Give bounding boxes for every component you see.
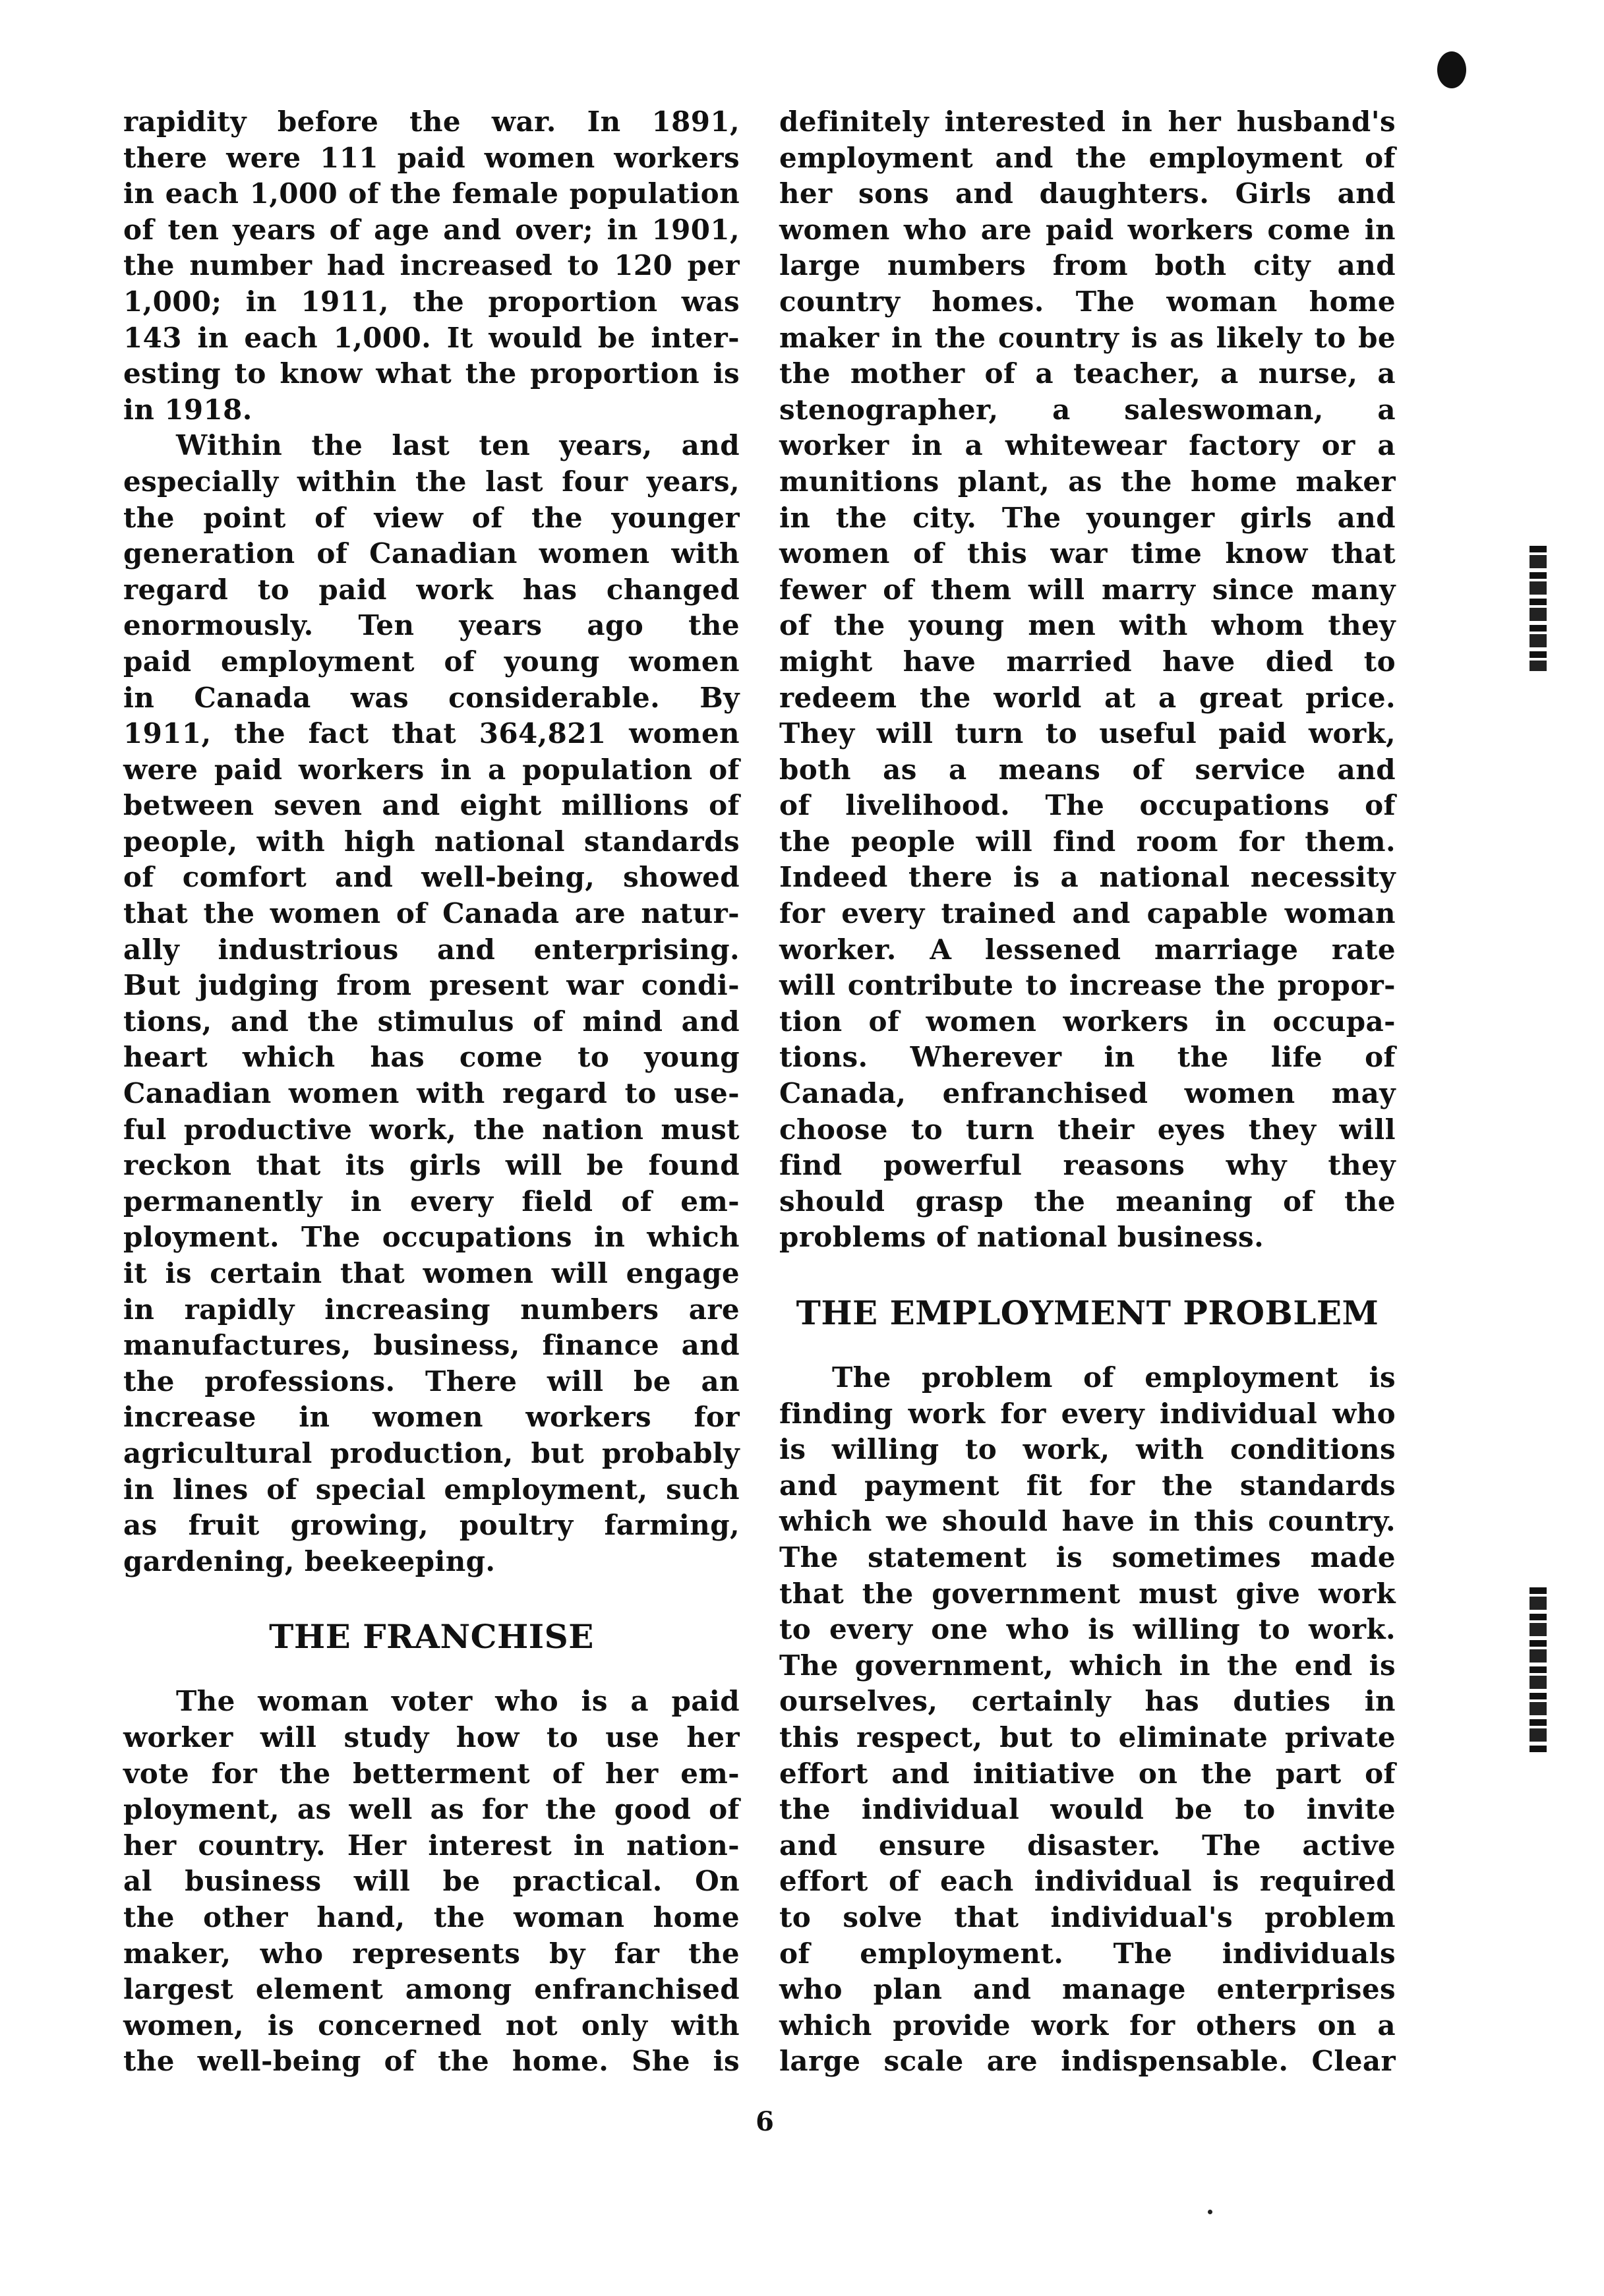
text-line: were paid workers in a population of (123, 753, 740, 786)
text-line: might have married have died to (779, 645, 1396, 678)
section-gap (123, 1579, 740, 1614)
employment-section-body (779, 1360, 1396, 2080)
text-line: manufactures, business, finance and (123, 1329, 740, 1362)
text-line: will contribute to increase the propor- (779, 969, 1396, 1002)
text-line: The statement is sometimes made (779, 1541, 1396, 1574)
text-line: The government, which in the end is (779, 1649, 1396, 1682)
scan-artifact-mark (1530, 1587, 1547, 1752)
text-line: enormously. Ten years ago the (123, 609, 740, 642)
text-line: rapidity before the war. In 1891, (123, 105, 740, 138)
text-line: generation of Canadian women with (123, 537, 740, 570)
text-line: finding work for every individual who (779, 1397, 1396, 1430)
section-gap (779, 1336, 1396, 1360)
text-line: redeem the world at a great price. (779, 681, 1396, 714)
page-number: 6 (756, 2106, 774, 2137)
text-line: gardening, beekeeping. (123, 1545, 496, 1577)
text-line: people, with high national standards (123, 825, 740, 858)
text-line: reckon that its girls will be found (123, 1149, 740, 1182)
text-line: who plan and manage enterprises (779, 1973, 1396, 2006)
text-line: 143 in each 1,000. It would be inter- (123, 321, 740, 354)
section-gap (123, 1660, 740, 1684)
text-line: tions. Wherever in the life of (779, 1041, 1396, 1074)
text-line: country homes. The woman home (779, 285, 1396, 318)
text-line: permanently in every field of em- (123, 1185, 740, 1218)
text-line: as fruit growing, poultry farming, (123, 1509, 740, 1542)
text-line: the individual would be to invite (779, 1793, 1396, 1826)
text-line: 1911, the fact that 364,821 women (123, 717, 740, 750)
text-line: worker. A lessened marriage rate (779, 933, 1396, 966)
text-line: The problem of employment is (832, 1361, 1396, 1394)
text-line: and ensure disaster. The active (779, 1829, 1396, 1862)
text-line: ployment, as well as for the good of (123, 1793, 740, 1826)
text-line: for every trained and capable woman (779, 897, 1396, 930)
text-line: it is certain that women will engage (123, 1257, 740, 1289)
text-line: stenographer, a saleswoman, a (779, 393, 1396, 426)
text-line: her sons and daughters. Girls and (779, 177, 1396, 210)
text-line: find powerful reasons why they (779, 1149, 1396, 1182)
left-column (123, 104, 740, 2080)
text-line: The woman voter who is a paid (176, 1685, 740, 1718)
text-line: of employment. The individuals (779, 1937, 1396, 1970)
text-line: women of this war time know that (779, 537, 1396, 570)
text-line: women, is concerned not only with (123, 2009, 740, 2042)
text-line: is willing to work, with conditions (779, 1433, 1396, 1466)
text-line: effort of each individual is required (779, 1865, 1396, 1898)
text-line: women who are paid workers come in (779, 213, 1396, 246)
text-line: large scale are indispensable. Clear (779, 2045, 1396, 2078)
text-line: employment and the employment of (779, 141, 1396, 174)
text-line: that the women of Canada are natur- (123, 897, 740, 930)
text-line: tions, and the stimulus of mind and (123, 1005, 740, 1038)
text-line: and payment fit for the standards (779, 1469, 1396, 1502)
text-line: in 1918. (123, 393, 252, 426)
text-line: in each 1,000 of the female population (123, 177, 740, 210)
text-line: choose to turn their eyes they will (779, 1113, 1396, 1146)
text-line: in lines of special employment, such (123, 1473, 740, 1506)
text-line: paid employment of young women (123, 645, 740, 678)
text-line: worker will study how to use her (123, 1721, 740, 1753)
text-line: ployment. The occupations in which (123, 1221, 740, 1254)
text-line: the point of view of the younger (123, 501, 740, 534)
text-line: the other hand, the woman home (123, 1900, 740, 1933)
text-line: increase in women workers for (123, 1401, 740, 1434)
text-line: of livelihood. The occupations of (779, 789, 1396, 822)
text-line: largest element among enfranchised (123, 1973, 740, 2006)
text-line: to every one who is willing to work. (779, 1613, 1396, 1646)
text-line: the mother of a teacher, a nurse, a (779, 357, 1396, 390)
left-column-body (123, 104, 740, 1579)
text-line: Canada, enfranchised women may (779, 1077, 1396, 1110)
text-line: the number had increased to 120 per (123, 249, 740, 282)
text-line: there were 111 paid women workers (123, 141, 740, 174)
text-line: the people will find room for them. (779, 825, 1396, 858)
text-line: should grasp the meaning of the (779, 1185, 1396, 1218)
text-line: in Canada was considerable. By (123, 681, 740, 714)
text-line: tion of women workers in occupa- (779, 1005, 1396, 1038)
text-line: both as a means of service and (779, 753, 1396, 786)
text-line: munitions plant, as the home maker (779, 465, 1396, 498)
text-line: her country. Her interest in nation- (123, 1829, 740, 1862)
text-line: al business will be practical. On (123, 1865, 740, 1898)
text-line: this respect, but to eliminate private (779, 1721, 1396, 1753)
text-line: especially within the last four years, (123, 465, 740, 498)
text-line: which provide work for others on a (779, 2009, 1396, 2042)
text-line: worker in a whitewear factory or a (779, 429, 1396, 462)
text-line: the well-being of the home. She is (123, 2045, 740, 2078)
text-line: effort and initiative on the part of (779, 1757, 1396, 1790)
text-line: esting to know what the proportion is (123, 357, 740, 390)
binding-hole-mark (1437, 51, 1466, 88)
text-line: problems of national business. (779, 1221, 1264, 1254)
text-line: ally industrious and enterprising. (123, 933, 740, 966)
text-line: Canadian women with regard to use- (123, 1077, 740, 1110)
franchise-section-body (123, 1684, 740, 2080)
text-line: Indeed there is a national necessity (779, 861, 1396, 894)
text-line: ful productive work, the nation must (123, 1113, 740, 1146)
franchise-heading: THE FRANCHISE (269, 1617, 594, 1657)
text-line: of the young men with whom they (779, 609, 1396, 642)
text-line: Within the last ten years, and (176, 429, 740, 462)
text-line: vote for the betterment of her em- (123, 1757, 740, 1790)
scan-artifact-mark (1530, 546, 1547, 671)
speck-mark (1208, 2210, 1212, 2214)
text-line: heart which has come to young (123, 1041, 740, 1074)
text-line: fewer of them will marry since many (779, 573, 1396, 606)
text-line: ourselves, certainly has duties in (779, 1685, 1396, 1718)
right-column-body (779, 104, 1396, 1256)
text-line: which we should have in this country. (779, 1505, 1396, 1538)
right-column (779, 104, 1396, 2080)
text-line: large numbers from both city and (779, 249, 1396, 282)
text-line: that the government must give work (779, 1577, 1396, 1610)
text-line: agricultural production, but probably (123, 1436, 740, 1469)
text-line: definitely interested in her husband's (779, 105, 1396, 138)
text-line: in rapidly increasing numbers are (123, 1293, 740, 1326)
text-line: 1,000; in 1911, the proportion was (123, 285, 740, 318)
text-line: of comfort and well-being, showed (123, 861, 740, 894)
text-line: maker in the country is as likely to be (779, 321, 1396, 354)
text-line: But judging from present war condi- (123, 969, 740, 1002)
section-gap (779, 1256, 1396, 1290)
employment-problem-heading: THE EMPLOYMENT PROBLEM (796, 1293, 1379, 1332)
text-line: the professions. There will be an (123, 1365, 740, 1398)
text-line: in the city. The younger girls and (779, 501, 1396, 534)
text-line: maker, who represents by far the (123, 1937, 740, 1970)
text-line: of ten years of age and over; in 1901, (123, 213, 740, 246)
text-line: They will turn to useful paid work, (779, 717, 1396, 750)
text-line: to solve that individual's problem (779, 1900, 1396, 1933)
text-line: regard to paid work has changed (123, 573, 740, 606)
text-line: between seven and eight millions of (123, 789, 740, 822)
